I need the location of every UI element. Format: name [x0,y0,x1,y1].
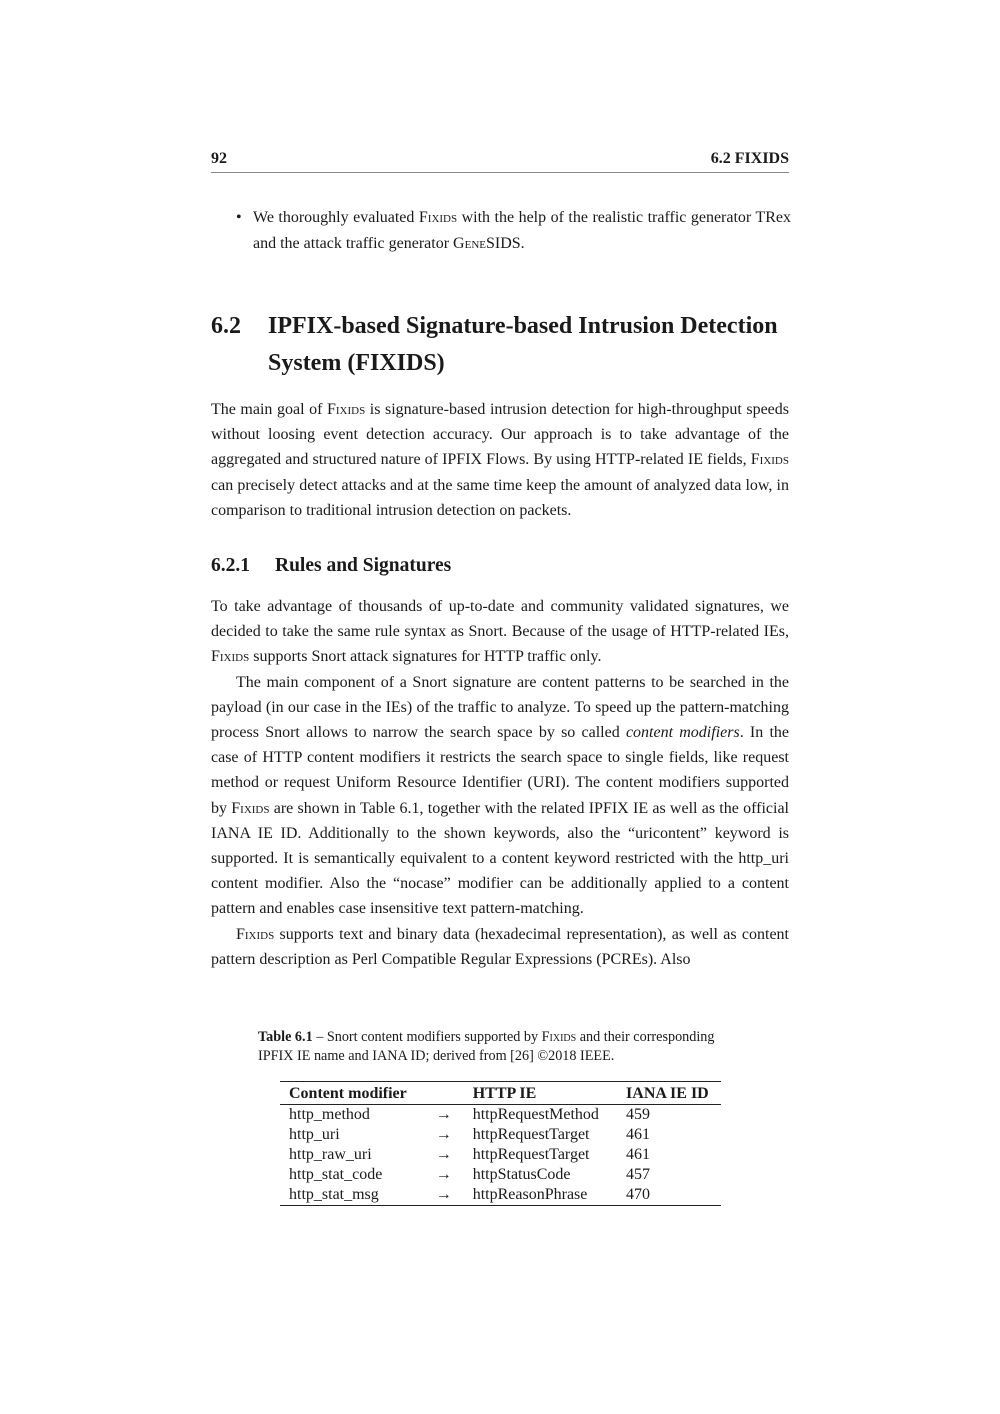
table-header-row [280,1082,721,1105]
arrow-icon: → [435,1106,452,1123]
section-number: 6.2 [211,313,241,339]
table-row: http_stat_msg → httpReasonPhrase 470 [280,1185,721,1206]
genesids-name: GeneSIDS [453,234,521,252]
section-heading [211,308,791,382]
fixids-name: Fixids [418,209,458,226]
section-title: IPFIX-based Signature-based Intrusion Detection System (FIXIDS) [268,313,778,376]
content-modifier-table [280,1081,721,1206]
table-label: Table 6.1 [258,1029,313,1045]
bullet-text: We thoroughly evaluated Fixids with the help of the realistic traffic generator TRex and the attack traffic generator GeneSIDS. [253,209,791,252]
table-row: http_uri → httpRequestTarget 461 [289,1126,651,1143]
subsection-heading [211,555,451,577]
subsection-title: Rules and Signatures [275,555,452,576]
intro-paragraph: The main goal of Fixids is signature-based intrusion detection for high-throughput speeds without loosing event detection accuracy. Our approach is to take advantage of the aggregated and structured nature of IPFIX Flows. By using HTTP-related IE fields, Fixids can precisely detect attacks and at the same time keep the amount of analyzed data low, in comparison to traditional intrusion detection on packets. [211,401,789,519]
column-header [424,1082,464,1105]
running-title: 6.2 FIXIDS [710,150,789,167]
table-row: http_raw_uri → httpRequestTarget 461 [289,1146,651,1163]
arrow-icon: → [435,1126,452,1143]
body-text [211,594,789,972]
running-header [211,148,789,173]
paragraph-3: Fixids supports text and binary data (hexadecimal representation), as well as content pattern description as Perl Compatible Regular Expressions (PCREs). Also [211,925,789,968]
column-header: Content modifier [289,1085,407,1102]
paragraph-2: The main component of a Snort signature are content patterns to be searched in the payload (in our case in the IEs) of the traffic to analyze. To speed up the pattern-matching process Snort allows to narrow the search space by so called content modifiers. In the case of HTTP content modifiers it restricts the search space to single fields, like request method or request Uniform Resource Identifier (URI). The content modifiers supported by Fixids are shown in Table 6.1, together with the related IPFIX IE as well as the official IANA IE ID. Additionally to the shown keywords, also the “uricontent” keyword is supported. It is semantically equivalent to a content keyword restricted with the http_uri content modifier. Also the “nocase” modifier can be additionally applied to a content pattern and enables case insensitive text pattern-matching. [211,673,790,918]
table-caption: Table 6.1 – Snort content modifiers supported by Fixids and their corresponding IPFIX IE name and IANA ID; derived from [26] ©2018 IEEE. [258,1029,715,1064]
paragraph-1: To take advantage of thousands of up-to-date and community validated signatures, we decided to take the same rule syntax as Snort. Because of the usage of HTTP-related IEs, Fixids supports Snort attack signatures for HTTP traffic only. [211,598,789,666]
arrow-icon: → [435,1146,452,1163]
column-header: IANA IE ID [626,1085,709,1102]
table-row: http_method → httpRequestMethod 459 [289,1106,651,1123]
bullet-icon: • [236,209,242,226]
column-header: HTTP IE [472,1085,537,1102]
arrow-icon: → [435,1186,452,1203]
subsection-number: 6.2.1 [211,555,250,576]
arrow-icon: → [435,1166,452,1183]
bullet-list-item [236,205,791,256]
page-number: 92 [211,150,227,167]
table-row: http_stat_code → httpStatusCode 457 [289,1166,651,1183]
